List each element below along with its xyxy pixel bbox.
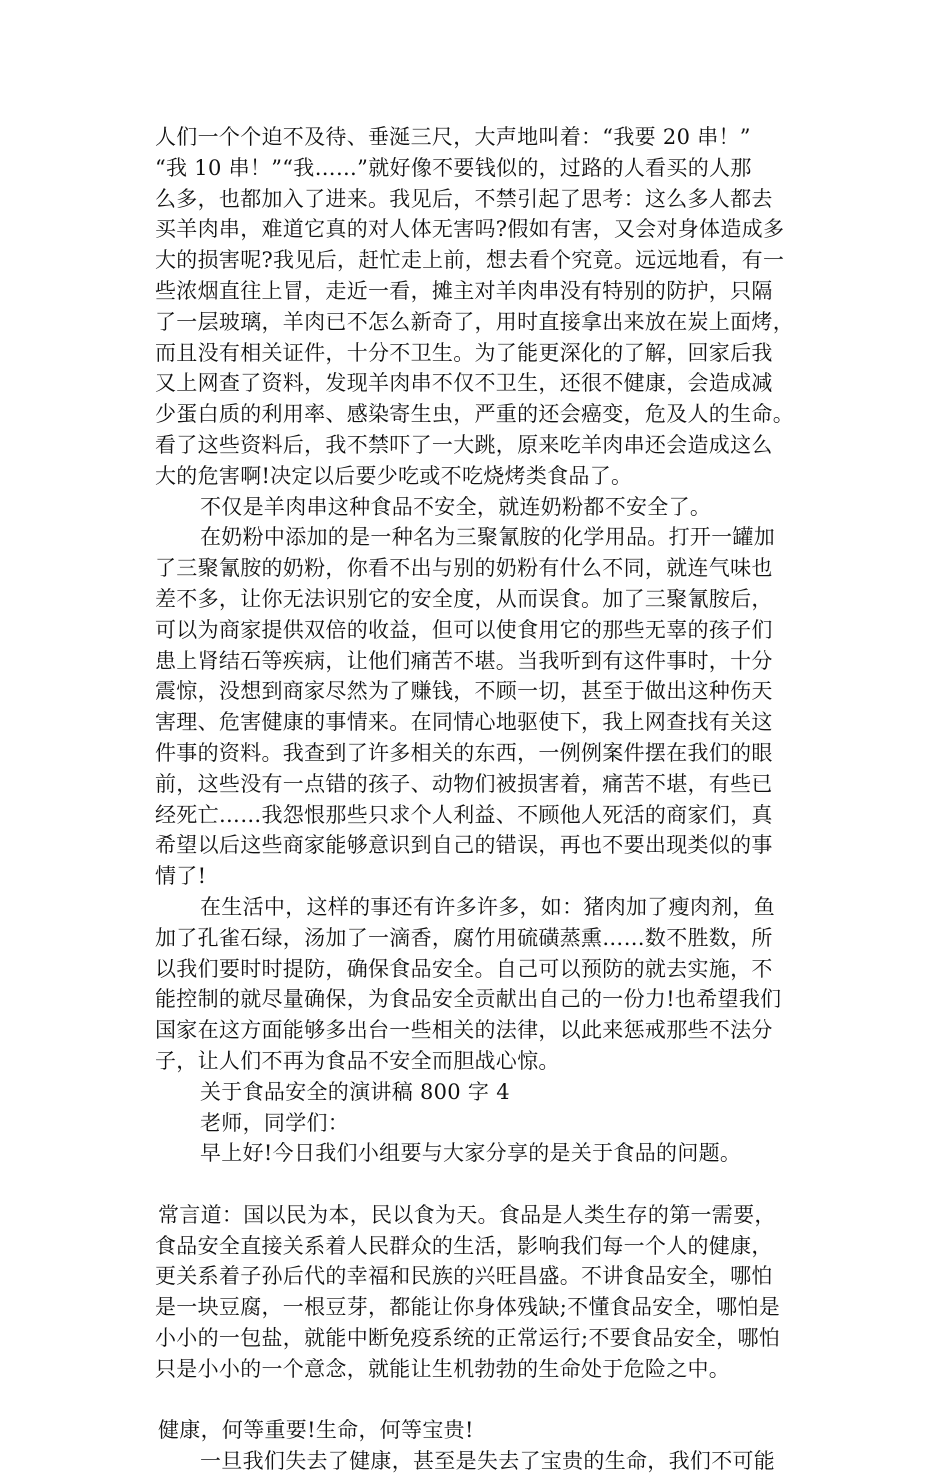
text-line: 能控制的就尽量确保，为食品安全贡献出自己的一份力!也希望我们 [155, 987, 782, 1012]
text-line: 而且没有相关证件，十分不卫生。为了能更深化的了解，回家后我 [155, 340, 773, 365]
text-line: 小小的一包盐，就能中断免疫系统的正常运行;不要食品安全，哪怕 [155, 1326, 781, 1351]
text-line: 加了孔雀石绿，汤加了一滴香，腐竹用硫磺蒸熏……数不胜数，所 [155, 925, 773, 950]
text-line: 震惊，没想到商家尽然为了赚钱，不顾一切，甚至于做出这种伤天 [155, 679, 773, 704]
text-line: 食品安全直接关系着人民群众的生活，影响我们每一个人的健康， [155, 1233, 773, 1258]
text-line: 人们一个个迫不及待、垂涎三尺，大声地叫着：“我要 20 串！” [155, 125, 751, 149]
text-line: 可以为商家提供双倍的收益，但可以使食用它的那些无辜的孩子们 [155, 617, 773, 642]
paragraph [155, 1446, 805, 1477]
text-line: 些浓烟直往上冒，走近一看，摊主对羊肉串没有特别的防护，只隔 [155, 278, 773, 303]
text-line: 更关系着子孙后代的幸福和民族的兴旺昌盛。不讲食品安全，哪怕 [155, 1264, 773, 1289]
text-line: 以我们要时时提防，确保食品安全。自己可以预防的就去实施，不 [155, 956, 773, 981]
text-line: 一旦我们失去了健康，甚至是失去了宝贵的生命，我们不可能 [200, 1449, 776, 1474]
paragraph [155, 1077, 805, 1108]
text-line: 关于食品安全的演讲稿 800 字 4 [200, 1079, 510, 1104]
text-line: “我 10 串！”“我……”就好像不要钱似的，过路的人看买的人那 [155, 155, 752, 180]
paragraph-gap [155, 1385, 805, 1416]
text-line: 希望以后这些商家能够意识到自己的错误，再也不要出现类似的事 [155, 833, 773, 858]
text-line: 情了! [155, 864, 207, 889]
text-line: 件事的资料。我查到了许多相关的东西，一例例案件摆在我们的眼 [155, 740, 773, 765]
text-line: 少蛋白质的利用率、感染寄生虫，严重的还会癌变，危及人的生命。 [155, 402, 794, 427]
paragraph [155, 1108, 805, 1139]
text-line: 子，让人们不再为食品不安全而胆战心惊。 [155, 1048, 560, 1073]
text-line: 常言道：国以民为本，民以食为天。食品是人类生存的第一需要， [158, 1202, 776, 1227]
paragraph [155, 122, 805, 492]
text-line: 大的损害呢?我见后，赶忙走上前，想去看个究竟。远远地看，有一 [155, 248, 785, 273]
text-line: 是一块豆腐，一根豆芽，都能让你身体残缺;不懂食品安全，哪怕是 [155, 1295, 781, 1320]
paragraph-gap [155, 1169, 805, 1200]
paragraph [155, 892, 805, 1077]
text-line: 看了这些资料后，我不禁吓了一大跳，原来吃羊肉串还会造成这么 [155, 432, 773, 457]
paragraph [155, 1415, 805, 1446]
text-line: 经死亡……我怨恨那些只求个人利益、不顾他人死活的商家们，真 [155, 802, 773, 827]
text-line: 只是小小的一个意念，就能让生机勃勃的生命处于危险之中。 [155, 1356, 731, 1381]
text-line: 患上肾结石等疾病，让他们痛苦不堪。当我听到有这件事时，十分 [155, 648, 773, 673]
document-body [155, 122, 805, 1477]
text-line: 大的危害啊!决定以后要少吃或不吃烧烤类食品了。 [155, 463, 633, 488]
text-line: 不仅是羊肉串这种食品不安全，就连奶粉都不安全了。 [200, 494, 712, 519]
text-line: 买羊肉串，难道它真的对人体无害吗?假如有害，又会对身体造成多 [155, 217, 785, 242]
text-line: 在生活中，这样的事还有许多许多，如：猪肉加了瘦肉剂，鱼 [200, 894, 776, 919]
paragraph [155, 492, 805, 523]
text-line: 么多，也都加入了进来。我见后，不禁引起了思考：这么多人都去 [155, 186, 773, 211]
paragraph [155, 522, 805, 892]
text-line: 差不多，让你无法识别它的安全度，从而误食。加了三聚氰胺后， [155, 586, 773, 611]
text-line: 在奶粉中添加的是一种名为三聚氰胺的化学用品。打开一罐加 [200, 525, 776, 550]
text-line: 早上好!今日我们小组要与大家分享的是关于食品的问题。 [200, 1141, 742, 1166]
paragraph [155, 1200, 805, 1385]
text-line: 国家在这方面能够多出台一些相关的法律，以此来惩戒那些不法分 [155, 1018, 773, 1043]
text-line: 了三聚氰胺的奶粉，你看不出与别的奶粉有什么不同，就连气味也 [155, 556, 773, 581]
text-line: 又上网查了资料，发现羊肉串不仅不卫生，还很不健康，会造成减 [155, 371, 773, 396]
text-line: 老师，同学们： [200, 1110, 350, 1135]
text-line: 前，这些没有一点错的孩子、动物们被损害着，痛苦不堪，有些已 [155, 771, 773, 796]
text-line: 了一层玻璃，羊肉已不怎么新奇了，用时直接拿出来放在炭上面烤， [155, 309, 794, 334]
paragraph [155, 1138, 805, 1169]
text-line: 健康，何等重要!生命，何等宝贵! [158, 1418, 474, 1443]
text-line: 害理、危害健康的事情来。在同情心地驱使下，我上网查找有关这 [155, 710, 773, 735]
